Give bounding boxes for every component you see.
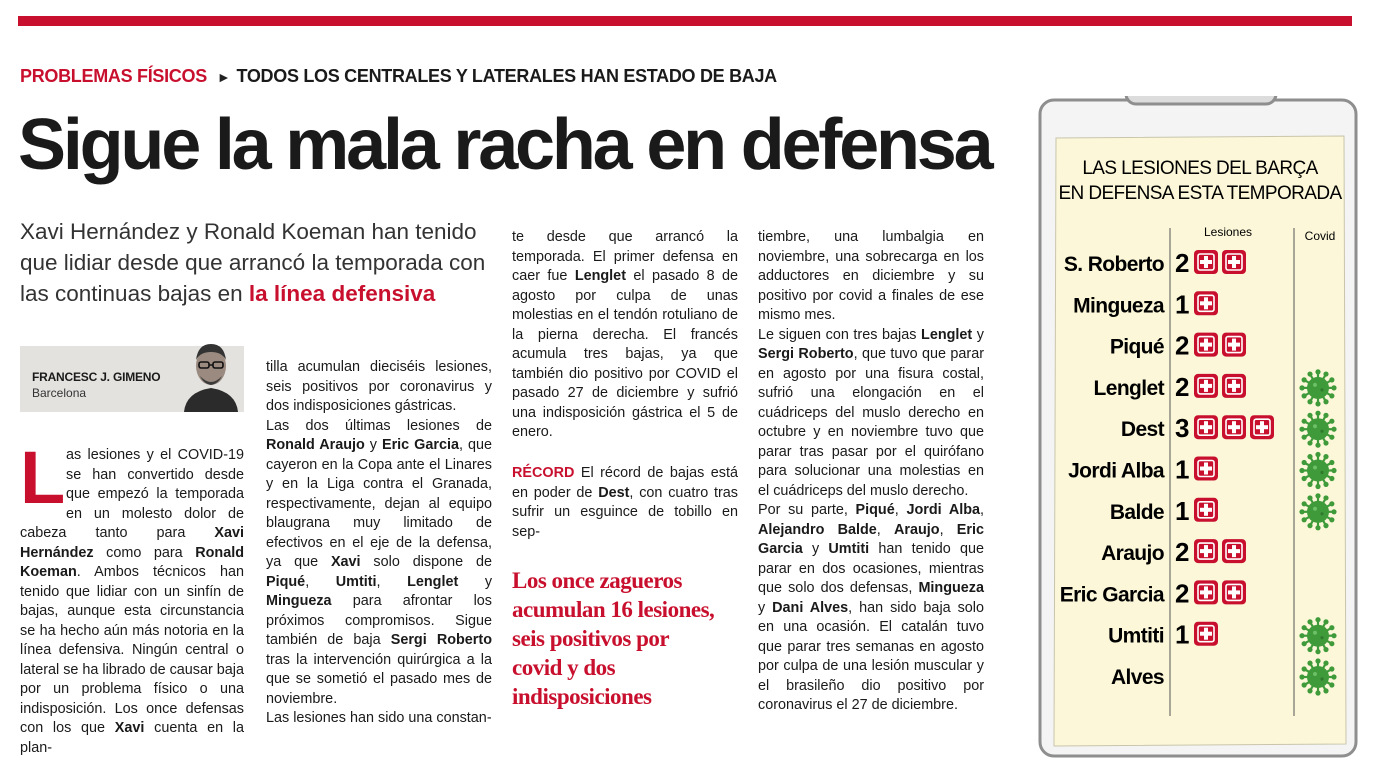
clipboard-row bbox=[1110, 331, 1246, 361]
injury-count: 2 bbox=[1175, 330, 1190, 361]
injury-cross-icon bbox=[1194, 622, 1218, 646]
body-text: tilla acumulan dieciséis lesiones, seis positivos por coronavirus y dos indisposiciones gástricas. bbox=[266, 359, 492, 414]
clipboard-row bbox=[1073, 289, 1218, 319]
author-photo bbox=[178, 332, 244, 412]
body-text: y bbox=[758, 599, 773, 616]
body-text: . Ambos técnicos han tenido que lidiar con un sinfín de bajas, aunque esta circunstancia se ha hecho aún más notoria en la línea defensiva. Ningún central o lateral se ha librado de causar baja por un problema físico o una indisposición. Los once defensas con los que bbox=[20, 564, 244, 736]
headline: Sigue la mala racha en defensa bbox=[18, 105, 991, 185]
lead-paragraph bbox=[20, 216, 490, 309]
body-text: Las dos últimas lesiones de bbox=[266, 417, 492, 434]
kicker bbox=[20, 66, 777, 87]
bold-name: Mingueza bbox=[266, 593, 332, 609]
bold-name: Dani Alves bbox=[772, 599, 849, 616]
body-text: han tenido que parar en dos ocasiones, mientras que solo dos defensas, bbox=[758, 541, 984, 596]
bold-name: Araujo bbox=[894, 521, 940, 538]
body-column-1 bbox=[20, 436, 244, 758]
body-text: El récord de bajas está en poder de bbox=[512, 465, 738, 501]
body-text: tras la intervención quirúrgica a la que se sometió el pasado mes de noviembre. bbox=[266, 651, 492, 707]
clipboard-title-1: LAS LESIONES DEL BARÇA bbox=[1082, 158, 1318, 179]
player-name: S. Roberto bbox=[1063, 253, 1164, 276]
injury-count: 1 bbox=[1175, 495, 1190, 526]
body-text: as lesiones y el COVID-19 se han convertido desde que empezó la temporada en un molesto dolor de cabeza tanto para bbox=[20, 447, 244, 541]
injury-count: 2 bbox=[1175, 578, 1190, 609]
injury-cross-icon bbox=[1194, 291, 1218, 315]
body-text: y bbox=[458, 573, 493, 590]
section-label: PROBLEMAS FÍSICOS bbox=[20, 66, 207, 86]
player-name: Piqué bbox=[1109, 335, 1164, 359]
body-text: y bbox=[802, 541, 829, 557]
injury-count: 2 bbox=[1175, 248, 1190, 278]
body-text: , bbox=[376, 573, 408, 590]
body-text: solo dispone de bbox=[360, 554, 492, 570]
injury-cross-icon bbox=[1222, 539, 1246, 563]
bold-name: Umtiti bbox=[828, 541, 870, 557]
bold-name: Lenglet bbox=[574, 268, 626, 284]
bold-name: Umtiti bbox=[335, 573, 377, 590]
clipboard-title-2: EN DEFENSA ESTA TEMPORADA bbox=[1058, 183, 1342, 204]
injury-cross-icon bbox=[1222, 333, 1246, 357]
body-text: Las lesiones han sido una constan- bbox=[266, 710, 492, 726]
section-tag: RÉCORD bbox=[512, 465, 575, 481]
player-name: Jordi Alba bbox=[1068, 459, 1164, 483]
bold-name: Piqué bbox=[266, 573, 306, 590]
player-name: Mingueza bbox=[1073, 294, 1164, 318]
bold-name: Lenglet bbox=[921, 326, 973, 343]
body-text: cuenta en la plan- bbox=[20, 720, 244, 756]
body-text: como para bbox=[93, 544, 196, 561]
player-name: Eric Garcia bbox=[1059, 583, 1164, 607]
top-rule bbox=[18, 16, 1352, 26]
body-text: Le siguen con tres bajas bbox=[758, 326, 922, 343]
injury-cross-icon bbox=[1250, 415, 1274, 439]
body-text: y bbox=[364, 437, 382, 453]
lead-highlight: la línea defensiva bbox=[248, 281, 436, 306]
body-text: , bbox=[939, 521, 957, 538]
col-header-injuries: Lesiones bbox=[1203, 225, 1253, 239]
bold-name: Sergi Roberto bbox=[390, 632, 492, 648]
body-text: para afrontar los próximos compromisos. Sigue también de baja bbox=[266, 593, 492, 648]
injury-cross-icon bbox=[1194, 374, 1218, 398]
injury-cross-icon bbox=[1222, 415, 1246, 439]
author-box bbox=[20, 346, 244, 412]
injury-count: 1 bbox=[1175, 454, 1190, 485]
injury-cross-icon bbox=[1194, 457, 1218, 481]
bold-name: Ronald Araujo bbox=[266, 437, 365, 453]
drop-cap: L bbox=[20, 436, 66, 519]
player-name: Balde bbox=[1109, 500, 1164, 524]
bold-name: Sergi Roberto bbox=[758, 346, 854, 362]
kicker-subtitle: TODOS LOS CENTRALES Y LATERALES HAN ESTADO DE BAJA bbox=[236, 66, 777, 86]
player-name: Araujo bbox=[1101, 542, 1164, 566]
lead-text: Xavi Hernández y Ronald Koeman han tenido que lidiar desde que arrancó la temporada con las continuas bajas en bbox=[20, 219, 486, 306]
bold-name: Jordi Alba bbox=[906, 502, 980, 518]
bold-name: Dest bbox=[598, 484, 630, 501]
player-name: Umtiti bbox=[1108, 624, 1164, 648]
injury-cross-icon bbox=[1194, 580, 1218, 604]
body-text: , bbox=[980, 502, 984, 518]
injury-clipboard bbox=[1030, 96, 1366, 760]
injury-cross-icon bbox=[1222, 250, 1246, 274]
body-text: el pasado 8 de agosto por culpa de unas molestias en el tendón rotuliano de la pierna derecha. El francés acumula tres bajas, ya que también dio positivo por COVID el pasado 27 de diciembre y sufrió una indisposición gástrica el 5 de enero. bbox=[512, 268, 739, 440]
body-text: , bbox=[305, 573, 336, 590]
injury-count: 1 bbox=[1175, 619, 1190, 650]
body-column-3 bbox=[512, 228, 738, 443]
body-text: Por su parte, bbox=[758, 502, 856, 518]
clipboard-clip bbox=[1126, 96, 1276, 104]
author-name: FRANCESC J. GIMENO bbox=[32, 370, 161, 384]
body-column-2 bbox=[266, 358, 492, 729]
pull-quote: Los once zagueros acumulan 16 lesiones, seis positivos por covid y dos indisposiciones bbox=[512, 568, 715, 709]
body-text: , han sido baja solo en una ocasión. El catalán tuvo que parar tres semanas en agosto por culpa de una lesión muscular y el brasileño dio positivo por coronavirus el 27 de diciembre. bbox=[758, 599, 984, 713]
injury-count: 1 bbox=[1175, 289, 1190, 320]
col-header-covid: Covid bbox=[1304, 229, 1336, 243]
body-text: te desde que arrancó la temporada. El primer defensa en caer fue bbox=[512, 229, 738, 284]
bold-name: Eric Garcia bbox=[758, 521, 984, 557]
player-name: Dest bbox=[1120, 418, 1164, 442]
injury-count: 2 bbox=[1175, 537, 1190, 568]
body-text: , con cuatro tras sufrir un esguince de tobillo en sep- bbox=[512, 484, 738, 540]
bold-name: Eric Garcia bbox=[381, 437, 459, 453]
injury-cross-icon bbox=[1222, 580, 1246, 604]
bold-name: Mingueza bbox=[918, 580, 984, 596]
author-city: Barcelona bbox=[32, 386, 87, 400]
player-name: Alves bbox=[1110, 666, 1164, 689]
arrow-icon: ► bbox=[216, 69, 231, 85]
injury-cross-icon bbox=[1194, 415, 1218, 439]
injury-count: 3 bbox=[1175, 413, 1190, 444]
body-text: , que cayeron en la Copa ante el Linares y en la Liga contra el Granada, respectivamente, dejan al equipo blaugrana muy limitado de efectivos en el eje de la defensa, ya que bbox=[266, 437, 492, 570]
bold-name: Ronald Koeman bbox=[20, 544, 244, 580]
injury-cross-icon bbox=[1194, 539, 1218, 563]
bold-name: Xavi bbox=[330, 554, 361, 570]
injury-count: 2 bbox=[1175, 371, 1190, 402]
body-text: , que tuvo que parar en agosto por una fisura costal, sufrió una elongación en el cuádriceps del muslo derecho en octubre y en noviembre tuvo que parar tras pasar por el quirófano para solucionar una molestias en el cuádriceps del muslo derecho. bbox=[758, 346, 984, 499]
body-text: y bbox=[972, 326, 985, 343]
bold-name: Xavi Hernández bbox=[20, 525, 244, 561]
injury-cross-icon bbox=[1222, 374, 1246, 398]
injury-cross-icon bbox=[1194, 333, 1218, 357]
body-text: , bbox=[876, 521, 894, 538]
bold-name: Piqué bbox=[855, 502, 895, 518]
bold-name: Lenglet bbox=[407, 573, 459, 590]
body-text: , bbox=[894, 502, 907, 518]
injury-cross-icon bbox=[1194, 498, 1218, 522]
bold-name: Xavi bbox=[114, 720, 145, 736]
bold-name: Alejandro Balde bbox=[758, 521, 877, 538]
body-column-4 bbox=[758, 228, 984, 716]
body-column-3-record bbox=[512, 464, 738, 542]
body-text: tiembre, una lumbalgia en noviembre, una sobrecarga en los adductores en diciembre y su positivo por covid a finales de ese mismo mes. bbox=[758, 229, 984, 323]
player-name: Lenglet bbox=[1093, 376, 1164, 400]
injury-cross-icon bbox=[1194, 250, 1218, 274]
clipboard-paper bbox=[1054, 136, 1346, 746]
